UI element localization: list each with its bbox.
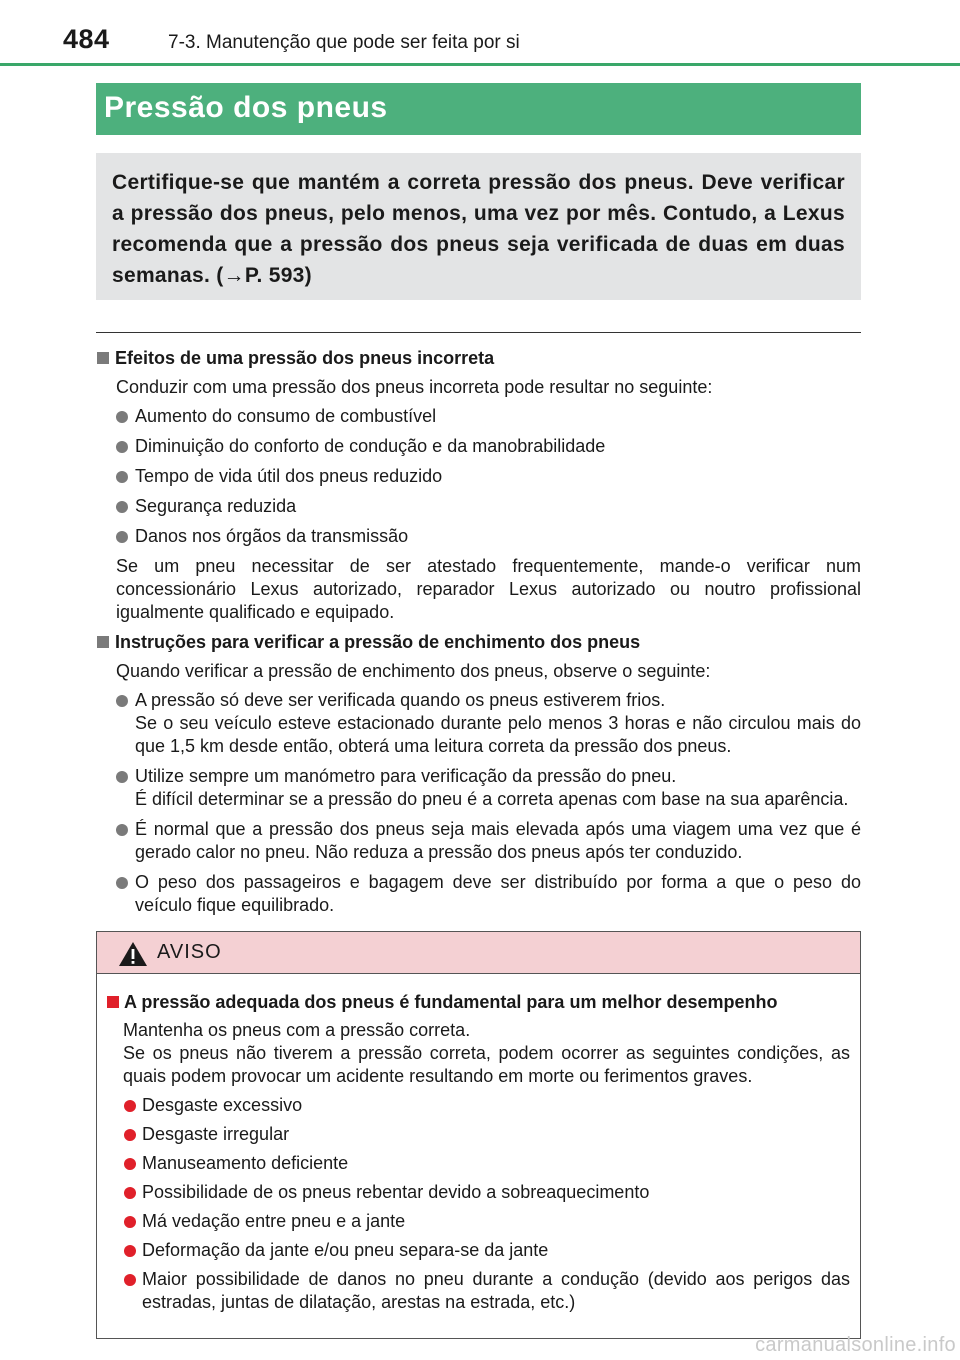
round-bullet-icon [124, 1274, 136, 1286]
list-item [96, 689, 861, 758]
list-item-text: É normal que a pressão dos pneus seja mais elevada após uma viagem uma vez que é gerado calor no pneu. Não reduza a pressão dos pneus após ter conduzido. [135, 819, 861, 862]
section1-heading [96, 346, 861, 370]
section1-note: Se um pneu necessitar de ser atestado frequentemente, mande-o verificar num concessionário Lexus autorizado, reparador Lexus autorizado ou noutro profissional igualmente qualificado e equipado. [116, 556, 861, 622]
list-item [105, 1181, 850, 1204]
divider [96, 332, 861, 333]
list-item [105, 1094, 850, 1117]
round-bullet-icon [124, 1245, 136, 1257]
list-item [105, 1239, 850, 1262]
round-bullet-icon [116, 824, 128, 836]
list-item [96, 818, 861, 864]
list-item [96, 765, 861, 811]
header-rule [0, 63, 960, 66]
intro-text: Certifique-se que mantém a correta pressão dos pneus. Deve verificar a pressão dos pneus, pelo menos, uma vez por mês. Contudo, a Lexus recomenda que a pressão dos pneus seja verificada de duas em duas semanas. (→P. 593) [112, 171, 845, 287]
warning-lead [105, 1019, 850, 1088]
square-bullet-icon [97, 352, 109, 364]
page-header [0, 0, 960, 66]
round-bullet-icon [116, 471, 128, 483]
list-item [96, 525, 861, 548]
list-item [96, 405, 861, 428]
round-bullet-icon [116, 695, 128, 707]
main-content [96, 346, 861, 924]
warning-box [96, 931, 861, 1339]
list-item [96, 495, 861, 518]
list-item-subtext: É difícil determinar se a pressão do pneu é a correta apenas com base na sua aparência. [135, 789, 849, 809]
page-title: Pressão dos pneus [104, 91, 388, 124]
list-item-text: Utilize sempre um manómetro para verificação da pressão do pneu. [135, 766, 677, 786]
list-item-text: Diminuição do conforto de condução e da manobrabilidade [135, 436, 606, 456]
list-item-text: Possibilidade de os pneus rebentar devido a sobreaquecimento [142, 1182, 650, 1202]
list-item [96, 871, 861, 917]
round-bullet-icon [116, 411, 128, 423]
watermark: carmanualsonline.info [755, 1334, 956, 1356]
section1-heading-text: Efeitos de uma pressão dos pneus incorreta [115, 348, 495, 368]
intro-box [96, 153, 861, 300]
round-bullet-icon [124, 1216, 136, 1228]
section2-lead: Quando verificar a pressão de enchimento dos pneus, observe o seguinte: [116, 661, 711, 681]
warning-label: AVISO [157, 941, 222, 963]
list-item-text: Danos nos órgãos da transmissão [135, 526, 409, 546]
list-item-text: Deformação da jante e/ou pneu separa-se da jante [142, 1240, 549, 1260]
section2-heading [96, 630, 861, 654]
list-item [105, 1123, 850, 1146]
round-bullet-icon [116, 441, 128, 453]
round-bullet-icon [124, 1100, 136, 1112]
list-item-text: Aumento do consumo de combustível [135, 406, 437, 426]
warning-heading-text: A pressão adequada dos pneus é fundamental para um melhor desempenho [124, 992, 778, 1012]
square-bullet-icon [107, 996, 119, 1008]
list-item-text: Desgaste irregular [142, 1124, 290, 1144]
list-item-text: A pressão só deve ser verificada quando os pneus estiverem frios. [135, 690, 666, 710]
warning-heading [105, 990, 850, 1014]
warning-lead-1: Mantenha os pneus com a pressão correta. [123, 1020, 471, 1040]
list-item-text: O peso dos passageiros e bagagem deve ser distribuído por forma a que o peso do veículo fique equilibrado. [135, 872, 861, 915]
title-bar [96, 83, 861, 135]
list-item-text: Maior possibilidade de danos no pneu durante a condução (devido aos perigos das estradas, juntas de dilatação, arestas na estrada, etc.) [142, 1269, 850, 1312]
list-item [105, 1268, 850, 1314]
round-bullet-icon [116, 501, 128, 513]
list-item-text: Desgaste excessivo [142, 1095, 303, 1115]
round-bullet-icon [124, 1187, 136, 1199]
list-item [105, 1210, 850, 1233]
square-bullet-icon [97, 636, 109, 648]
section1-lead: Conduzir com uma pressão dos pneus incorreta pode resultar no seguinte: [116, 377, 713, 397]
section2-heading-text: Instruções para verificar a pressão de enchimento dos pneus [115, 632, 641, 652]
warning-body [97, 990, 860, 1320]
list-item-text: Má vedação entre pneu e a jante [142, 1211, 406, 1231]
list-item [105, 1152, 850, 1175]
list-item-text: Manuseamento deficiente [142, 1153, 349, 1173]
list-item-text: Segurança reduzida [135, 496, 297, 516]
warning-triangle-icon [118, 941, 148, 967]
section-title: 7-3. Manutenção que pode ser feita por si [168, 32, 520, 53]
round-bullet-icon [124, 1129, 136, 1141]
warning-lead-2: Se os pneus não tiverem a pressão correta, podem ocorrer as seguintes condições, as quais podem provocar um acidente resultando em morte ou ferimentos graves. [123, 1043, 850, 1086]
round-bullet-icon [124, 1158, 136, 1170]
warning-header [97, 932, 860, 974]
list-item [96, 435, 861, 458]
list-item-text: Tempo de vida útil dos pneus reduzido [135, 466, 443, 486]
round-bullet-icon [116, 771, 128, 783]
list-item-subtext: Se o seu veículo esteve estacionado durante pelo menos 3 horas e não circulou mais do que 1,5 km desde então, obterá uma leitura correta da pressão dos pneus. [135, 713, 861, 756]
page-number: 484 [63, 24, 110, 54]
round-bullet-icon [116, 531, 128, 543]
round-bullet-icon [116, 877, 128, 889]
list-item [96, 465, 861, 488]
